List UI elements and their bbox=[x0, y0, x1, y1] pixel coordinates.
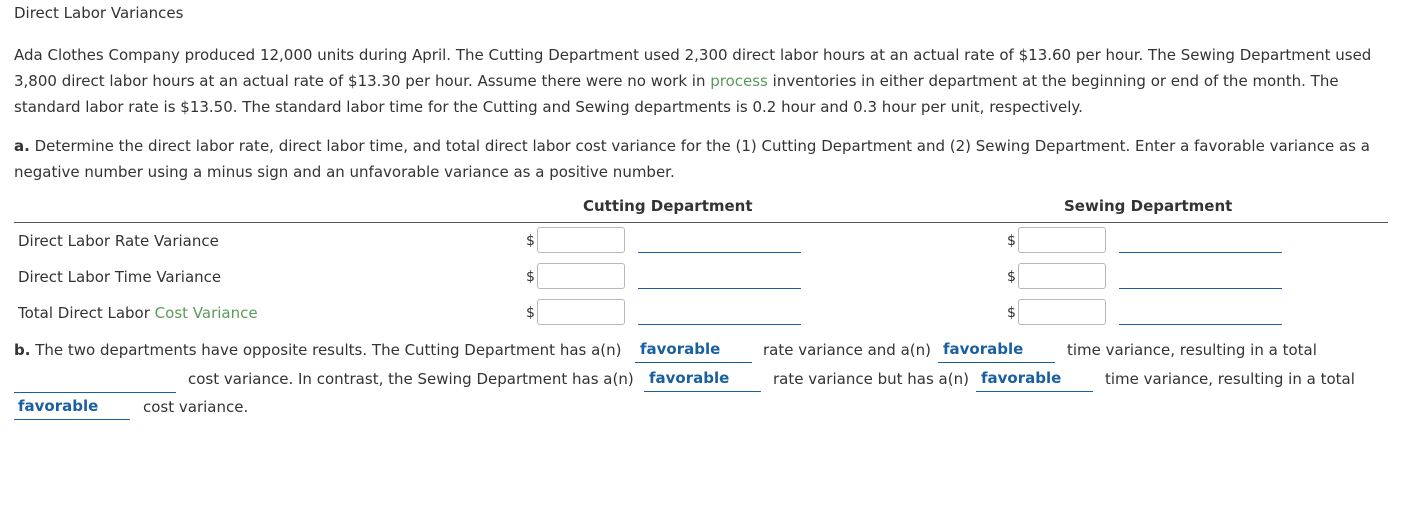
cutting-cost-result-select[interactable] bbox=[14, 370, 176, 393]
currency-symbol: $ bbox=[1007, 305, 1016, 321]
cost-variance-link[interactable]: Cost Variance bbox=[154, 304, 258, 322]
sewing-rate-result-select[interactable] bbox=[644, 369, 761, 392]
sewing-time-variance-select[interactable] bbox=[1119, 266, 1282, 289]
question-b-text-2: rate variance and a(n) bbox=[763, 341, 931, 359]
intro-text-1: Ada Clothes Company produced 12,000 units during April. The Cutting Department used 2,300 direct labor hours at an actual rate of $13.60 per hour. The Sewing Department used 3,800 direct labor hours at an actual rate of $13.30 per hour. Assume there were no work in bbox=[14, 46, 1372, 90]
sewing-total-variance-input[interactable] bbox=[1018, 299, 1106, 325]
question-b-text-7: cost variance. bbox=[143, 398, 249, 416]
cutting-time-result-value: favorable bbox=[943, 340, 1024, 358]
question-b-text-6: time variance, resulting in a total bbox=[1105, 370, 1355, 388]
sewing-time-result-select[interactable] bbox=[976, 369, 1093, 392]
currency-symbol: $ bbox=[526, 305, 535, 321]
question-b-text-5: rate variance but has a(n) bbox=[773, 370, 969, 388]
question-b-text-1: The two departments have opposite results. The Cutting Department has a(n) bbox=[30, 341, 622, 359]
currency-symbol: $ bbox=[1007, 269, 1016, 285]
cutting-department-header: Cutting Department bbox=[583, 197, 753, 215]
currency-symbol: $ bbox=[1007, 233, 1016, 249]
question-b-label: b. bbox=[14, 341, 31, 359]
cutting-rate-result-value: favorable bbox=[640, 340, 721, 358]
question-a-label: a. bbox=[14, 137, 30, 155]
cutting-time-variance-input[interactable] bbox=[537, 263, 625, 289]
question-a-text: Determine the direct labor rate, direct labor time, and total direct labor cost variance for the (1) Cutting Department and (2) Sewing Department. Enter a favorable variance as a negative number using a minus sign and an unfavorable variance as a positive number. bbox=[14, 137, 1370, 181]
intro-text-2: inventories in either department at the beginning or end of the month. The standard labor rate is $13.50. The standard labor time for the Cutting and Sewing departments is 0.2 hour and 0.3 hour per unit, respectively. bbox=[14, 72, 1339, 116]
row-label-time-variance: Direct Labor Time Variance bbox=[18, 268, 222, 286]
sewing-department-header: Sewing Department bbox=[1064, 197, 1233, 215]
question-b-text-3: time variance, resulting in a total bbox=[1067, 341, 1317, 359]
page-title: Direct Labor Variances bbox=[14, 4, 184, 22]
row-label-total-text: Total Direct Labor bbox=[18, 304, 155, 322]
sewing-cost-result-select[interactable] bbox=[14, 397, 130, 420]
currency-symbol: $ bbox=[526, 269, 535, 285]
cutting-total-variance-input[interactable] bbox=[537, 299, 625, 325]
sewing-time-result-value: favorable bbox=[981, 369, 1062, 387]
cutting-total-variance-select[interactable] bbox=[638, 302, 801, 325]
cutting-time-result-select[interactable] bbox=[938, 340, 1055, 363]
sewing-time-variance-input[interactable] bbox=[1018, 263, 1106, 289]
question-a bbox=[14, 133, 1399, 185]
table-divider bbox=[14, 222, 1388, 223]
cutting-rate-result-select[interactable] bbox=[635, 340, 752, 363]
sewing-rate-variance-input[interactable] bbox=[1018, 227, 1106, 253]
question-b-text-4: cost variance. In contrast, the Sewing Department has a(n) bbox=[188, 370, 634, 388]
sewing-rate-variance-select[interactable] bbox=[1119, 230, 1282, 253]
process-link[interactable]: process bbox=[710, 72, 768, 90]
question-b-line1 bbox=[14, 341, 622, 359]
cutting-rate-variance-input[interactable] bbox=[537, 227, 625, 253]
cutting-rate-variance-select[interactable] bbox=[638, 230, 801, 253]
sewing-rate-result-value: favorable bbox=[649, 369, 730, 387]
row-label-total-variance bbox=[18, 304, 258, 322]
sewing-total-variance-select[interactable] bbox=[1119, 302, 1282, 325]
row-label-rate-variance: Direct Labor Rate Variance bbox=[18, 232, 219, 250]
problem-statement bbox=[14, 42, 1394, 120]
currency-symbol: $ bbox=[526, 233, 535, 249]
sewing-cost-result-value: favorable bbox=[18, 397, 99, 415]
cutting-time-variance-select[interactable] bbox=[638, 266, 801, 289]
